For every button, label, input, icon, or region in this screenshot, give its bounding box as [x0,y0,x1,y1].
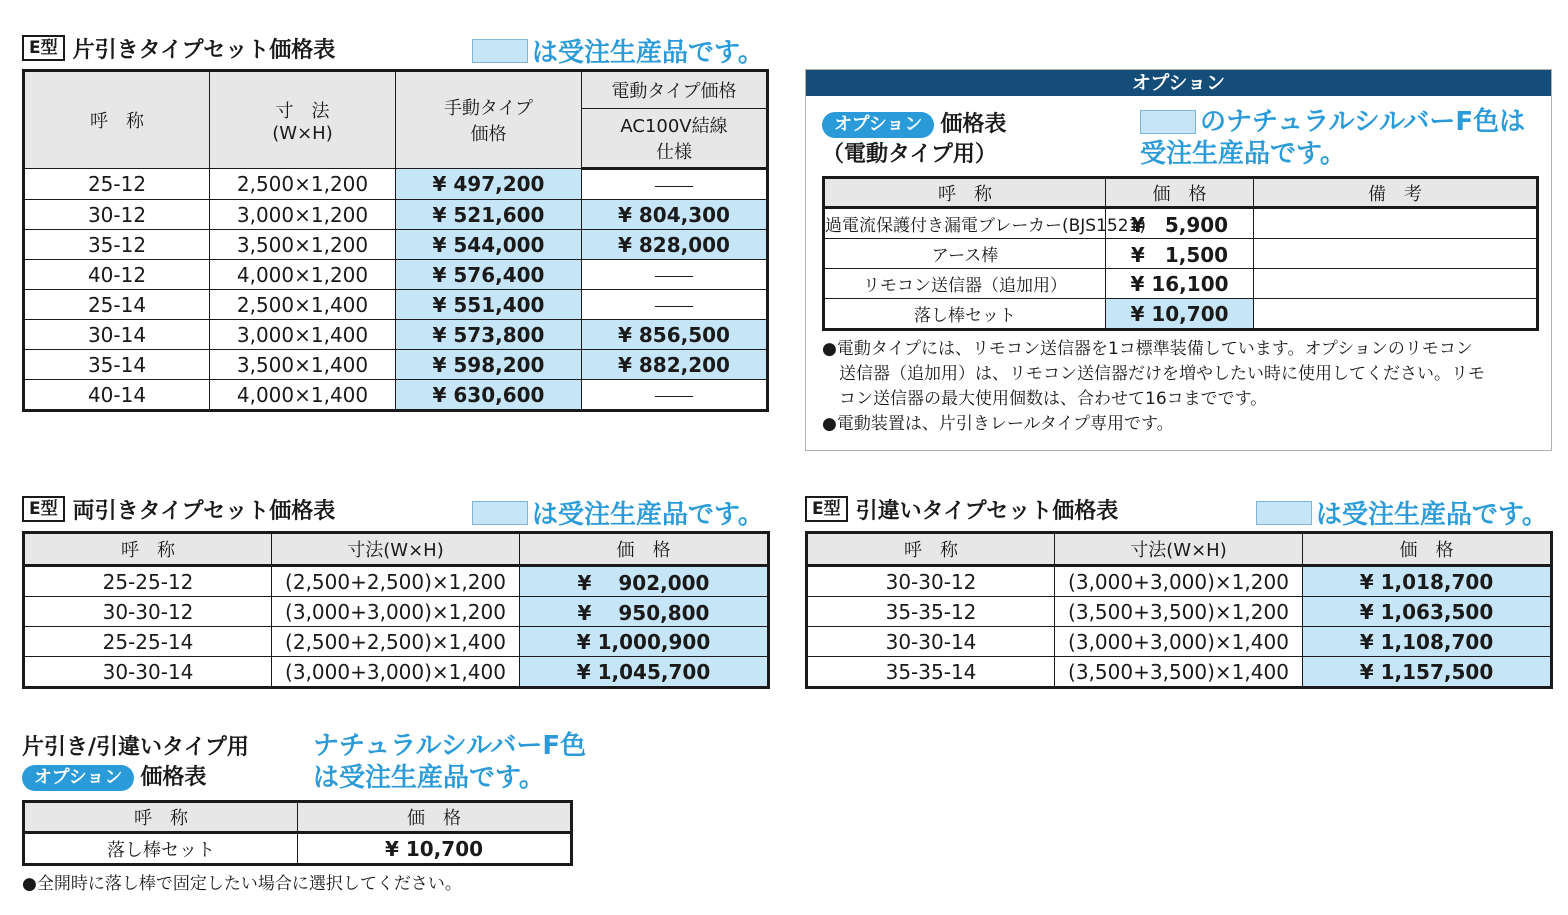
title-text: 両引きタイプセット価格表 [72,498,336,524]
option-pill: オプション [822,112,934,138]
header-price: 価 格 [1106,178,1254,208]
cell-manual-price: ¥ 573,800 [396,320,582,350]
title-line1: 価格表 [940,112,1007,137]
cell-size: (2,500+2,500)×1,400 [272,627,520,657]
cell-manual-price: ¥ 576,400 [396,260,582,290]
table-row [824,239,1538,269]
cell-price: ¥ 902,000 [520,566,769,597]
table-row [24,230,768,260]
cell-size: (3,500+3,500)×1,400 [1055,657,1303,688]
header-name: 呼 称 [824,178,1106,208]
header-electric-price: 電動タイプ価格 [582,71,768,109]
cell-remarks [1254,239,1538,269]
option-band: オプション [806,70,1551,96]
cell-name: 30-30-14 [807,627,1055,657]
header-name: 呼 称 [24,533,272,566]
header-price: 価 格 [1303,533,1552,566]
legend-text: は受注生産品です。 [1316,500,1548,530]
cell-manual-price: ¥ 521,600 [396,200,582,230]
cell-manual-price: ¥ 551,400 [396,290,582,320]
highlight-swatch [1256,501,1312,525]
cell-name: 過電流保護付き漏電ブレーカー(BJS1521) [824,208,1106,239]
cell-name: 25-25-12 [24,566,272,597]
section-title-single-sliding [22,33,335,63]
cell-name: 35-12 [24,230,210,260]
cell-name: 30-30-14 [24,657,272,688]
header-price: 価 格 [298,802,572,833]
table-row [24,833,572,865]
legend-text: は受注生産品です。 [532,38,764,68]
type-tag: E型 [22,35,65,61]
cell-size: 2,500×1,200 [210,169,396,200]
cell-size: 3,500×1,400 [210,350,396,380]
cell-name: 35-35-14 [807,657,1055,688]
cell-name: アース棒 [824,239,1106,269]
table-row [24,657,769,688]
table-row [807,657,1552,688]
title-text: 片引きタイプセット価格表 [72,37,336,63]
cell-electric-price [582,260,768,290]
cell-price: ¥ 1,063,500 [1303,597,1552,627]
cell-electric-price: ¥ 856,500 [582,320,768,350]
cell-name: 25-14 [24,290,210,320]
legend-line2: 受注生産品です。 [1140,139,1346,169]
not-available-dash [655,186,693,187]
cell-name: 35-14 [24,350,210,380]
option-sliding-legend [313,730,586,794]
cell-size: 3,000×1,400 [210,320,396,350]
cell-manual-price: ¥ 544,000 [396,230,582,260]
cell-name: 落し棒セット [824,299,1106,330]
header-name: 呼 称 [807,533,1055,566]
table-row [824,208,1538,239]
header-manual-price: 手動タイプ 価格 [396,71,582,169]
header-name: 呼 称 [24,71,210,169]
title-text: 引違いタイプセット価格表 [855,498,1119,524]
table-row [24,350,768,380]
cell-size: (3,000+3,000)×1,400 [1055,627,1303,657]
not-available-dash [655,396,693,397]
table-row [24,290,768,320]
made-to-order-legend [1256,494,1548,531]
option-sliding-title [22,733,249,793]
cell-remarks [1254,269,1538,299]
cell-name: 25-25-14 [24,627,272,657]
header-remarks: 備 考 [1254,178,1538,208]
not-available-dash [655,306,693,307]
cell-size: 4,000×1,200 [210,260,396,290]
cell-name: 30-30-12 [24,597,272,627]
type-tag: E型 [22,496,65,522]
cell-name: 25-12 [24,169,210,200]
cell-remarks [1254,299,1538,330]
cell-name: 35-35-12 [807,597,1055,627]
note-line: 送信器（追加用）は、リモコン送信器だけを増やしたい時に使用してください。リモ [822,364,1485,384]
note-line: ●電動装置は、片引きレールタイプ専用です。 [822,414,1174,434]
price-table-bi-parting [805,531,1553,689]
legend-text: は受注生産品です。 [532,500,764,530]
cell-electric-price [582,169,768,200]
header-price: 価 格 [520,533,769,566]
cell-name: 落し棒セット [24,833,298,865]
table-row [24,169,768,200]
not-available-dash [655,276,693,277]
cell-price: ¥ 1,500 [1106,239,1254,269]
cell-size: (2,500+2,500)×1,200 [272,566,520,597]
title-line1: 片引き/引違いタイプ用 [22,735,249,760]
header-electric-sub: AC100V結線 仕様 [582,109,768,169]
price-table-single-sliding [22,69,769,412]
option-electric-notes [822,337,1542,437]
made-to-order-legend [472,494,764,531]
highlight-swatch [1140,110,1196,134]
note-line: コン送信器の最大使用個数は、合わせて16コまでです。 [822,389,1268,409]
cell-size: 4,000×1,400 [210,380,396,411]
cell-price: ¥ 10,700 [298,833,572,865]
table-row [24,200,768,230]
cell-price: ¥ 1,000,900 [520,627,769,657]
legend-line1: のナチュラルシルバーF色は [1200,107,1526,137]
note-line: ●電動タイプには、リモコン送信器を1コ標準装備しています。オプションのリモコン [822,339,1473,359]
table-row [807,597,1552,627]
option-pill: オプション [22,765,134,791]
cell-electric-price [582,380,768,411]
option-sliding-note: ●全開時に落し棒で固定したい場合に選択してください。 [22,874,462,894]
table-row [24,597,769,627]
table-row [24,260,768,290]
cell-name: リモコン送信器（追加用） [824,269,1106,299]
highlight-swatch [472,501,528,525]
cell-electric-price: ¥ 828,000 [582,230,768,260]
cell-price: ¥ 5,900 [1106,208,1254,239]
section-title-bi-parting [805,494,1118,524]
cell-name: 30-30-12 [807,566,1055,597]
cell-name: 40-12 [24,260,210,290]
cell-size: (3,000+3,000)×1,400 [272,657,520,688]
cell-size: 3,500×1,200 [210,230,396,260]
table-row [807,627,1552,657]
legend-line2: は受注生産品です。 [313,763,545,793]
cell-size: (3,500+3,500)×1,200 [1055,597,1303,627]
cell-electric-price: ¥ 882,200 [582,350,768,380]
table-row [24,380,768,411]
cell-remarks [1254,208,1538,239]
option-electric-legend [1140,106,1525,170]
legend-line1: ナチュラルシルバーF色 [313,731,587,761]
header-size: 寸 法 (W×H) [210,71,396,169]
title-line2: （電動タイプ用） [822,142,997,167]
cell-size: 2,500×1,400 [210,290,396,320]
cell-price: ¥ 16,100 [1106,269,1254,299]
cell-electric-price: ¥ 804,300 [582,200,768,230]
cell-name: 30-12 [24,200,210,230]
table-row [24,320,768,350]
type-tag: E型 [805,496,848,522]
cell-size: 3,000×1,200 [210,200,396,230]
cell-name: 40-14 [24,380,210,411]
title-line2: 価格表 [140,765,207,790]
cell-size: (3,000+3,000)×1,200 [272,597,520,627]
table-row [24,627,769,657]
option-sliding-table [22,800,573,866]
cell-size: (3,000+3,000)×1,200 [1055,566,1303,597]
highlight-swatch [472,39,528,63]
option-electric-table [822,176,1539,331]
table-row [807,566,1552,597]
made-to-order-legend [472,32,764,69]
table-row [824,269,1538,299]
cell-price: ¥ 950,800 [520,597,769,627]
cell-manual-price: ¥ 598,200 [396,350,582,380]
table-row [24,566,769,597]
header-size: 寸法(W×H) [1055,533,1303,566]
cell-manual-price: ¥ 497,200 [396,169,582,200]
cell-price: ¥ 1,018,700 [1303,566,1552,597]
cell-price: ¥ 10,700 [1106,299,1254,330]
table-row [824,299,1538,330]
option-electric-title [822,110,1006,170]
cell-price: ¥ 1,045,700 [520,657,769,688]
cell-price: ¥ 1,108,700 [1303,627,1552,657]
header-name: 呼 称 [24,802,298,833]
price-table-double-sliding [22,531,770,689]
cell-name: 30-14 [24,320,210,350]
section-title-double-sliding [22,494,335,524]
cell-manual-price: ¥ 630,600 [396,380,582,411]
header-size: 寸法(W×H) [272,533,520,566]
cell-price: ¥ 1,157,500 [1303,657,1552,688]
cell-electric-price [582,290,768,320]
